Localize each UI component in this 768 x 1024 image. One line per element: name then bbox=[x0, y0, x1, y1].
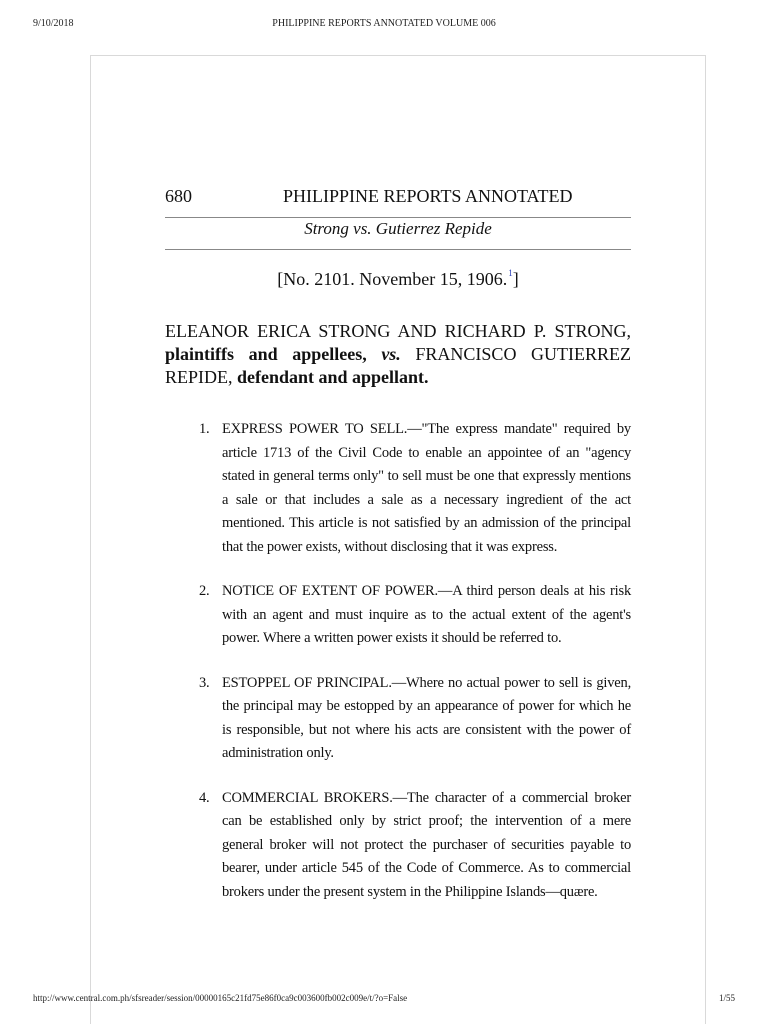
syllabus-text: COMMERCIAL BROKERS.—The character of a commercial broker can be established only by strict proof; the intervention of a mere general broker will not protect the purchaser of securities payable to bearer, under article 545 of the Code of Commerce. As to commercial brokers under the present system in the Philippine Islands—quære. bbox=[222, 789, 631, 900]
syllabus-text: ESTOPPEL OF PRINCIPAL.—Where no actual power to sell is given, the principal may be estopped by an appearance of power for which he is responsible, but not where his acts are consistent with the power of administration only. bbox=[222, 674, 631, 761]
print-document-title: PHILIPPINE REPORTS ANNOTATED VOLUME 006 bbox=[272, 18, 496, 29]
syllabus-number: 1. bbox=[199, 421, 210, 437]
plaintiffs-role: plaintiffs and appellees, bbox=[165, 344, 367, 364]
syllabus-list bbox=[199, 418, 631, 925]
docket-close: ] bbox=[512, 269, 519, 289]
page-indicator: 1/55 bbox=[718, 993, 735, 1003]
case-title-head: Strong vs. Gutierrez Repide bbox=[304, 219, 492, 238]
defendant-role: defendant and appellant. bbox=[237, 367, 429, 387]
syllabus-item bbox=[199, 672, 631, 766]
syllabus-item bbox=[199, 580, 631, 651]
syllabus-number: 2. bbox=[199, 583, 210, 599]
syllabus-number: 3. bbox=[199, 674, 210, 691]
syllabus-text: EXPRESS POWER TO SELL.—"The express mandate" required by article 1713 of the Civil Code to enable an appointee of an "agency stated in general terms only" to sell must be one that expressly mentions a sale or that includes a sale as a necessary ingredient of the act mentioned. This article is not satisfied by an admission of the principal that the power exists, without disclosing that it was express. bbox=[222, 421, 631, 555]
syllabus-number: 4. bbox=[199, 789, 210, 806]
source-url: http://www.central.com.ph/sfsreader/session/00000165c21fd75e86f0ca9c003600fb002c009e/t/?o=False bbox=[33, 993, 408, 1003]
syllabus-item bbox=[199, 418, 631, 559]
plaintiffs-names: ELEANOR ERICA STRONG AND RICHARD P. STRONG, bbox=[165, 321, 631, 341]
syllabus-item bbox=[199, 787, 631, 905]
parties-block bbox=[165, 320, 631, 389]
header-rule-top bbox=[165, 217, 631, 218]
footnote-link[interactable]: 1 bbox=[508, 268, 513, 278]
docket-text: [No. 2101. November 15, 1906. bbox=[277, 269, 508, 289]
syllabus-text: NOTICE OF EXTENT OF POWER.—A third person deals at his risk with an agent and must inquire as to the actual extent of the agent's power. Where a written power exists it should be referred to. bbox=[222, 583, 631, 646]
print-header bbox=[0, 18, 768, 32]
header-rule-bottom bbox=[165, 249, 631, 250]
defendant-name: FRANCISCO GUTIERREZ REPIDE, bbox=[165, 344, 632, 387]
print-date: 9/10/2018 bbox=[33, 18, 74, 29]
docket-line bbox=[165, 268, 631, 290]
running-head bbox=[165, 186, 631, 210]
reporter-title: PHILIPPINE REPORTS ANNOTATED bbox=[283, 186, 573, 206]
page-number: 680 bbox=[165, 186, 192, 206]
versus: vs. bbox=[381, 344, 401, 364]
